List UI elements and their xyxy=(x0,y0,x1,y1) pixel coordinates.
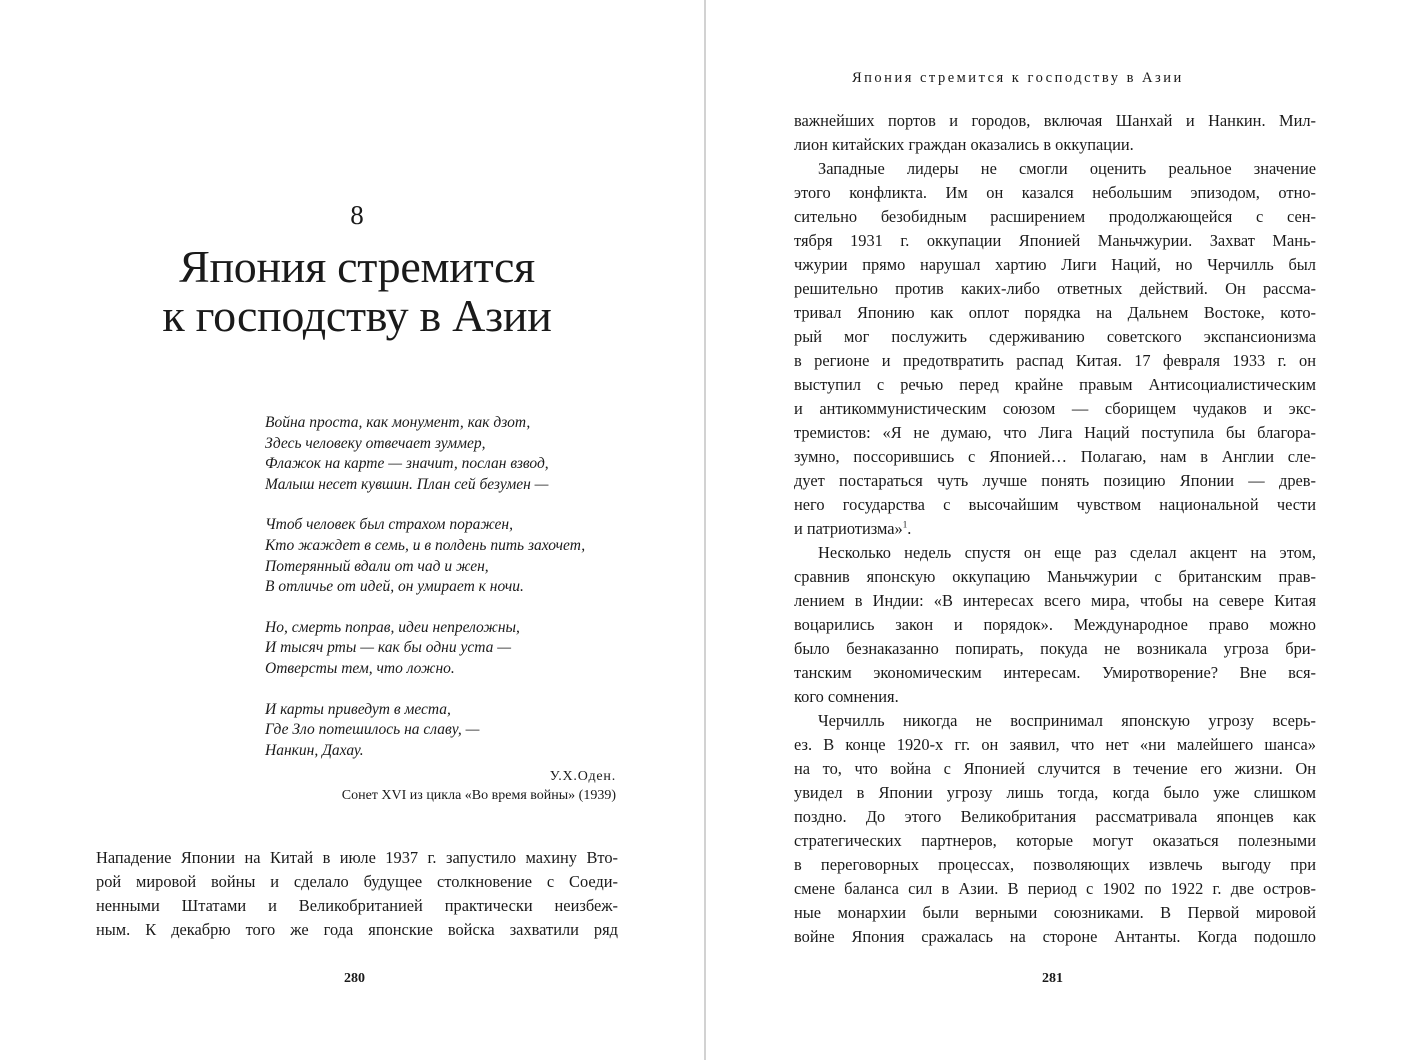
poem-line: Здесь человеку отвечает зуммер, xyxy=(265,434,486,452)
text-line: кого сомнения. xyxy=(794,687,899,706)
epigraph-author: У.Х.Оден. xyxy=(549,769,616,784)
chapter-title xyxy=(0,242,714,340)
epigraph-source: Сонет XVI из цикла «Во время войны» (1939) xyxy=(341,788,616,803)
poem-line: И карты приведут в места, xyxy=(265,700,451,718)
poem-line: Но, смерть поправ, идеи непреложны, xyxy=(265,618,520,636)
poem-stanza xyxy=(265,515,625,597)
text-line: Несколько недель спустя он еще раз сделал акцент на этом, xyxy=(818,543,1316,562)
poem-stanza xyxy=(265,700,625,762)
footnote-suffix: . xyxy=(907,519,912,538)
poem-line: Отверсты тем, что ложно. xyxy=(265,659,455,677)
text-line: рый мог послужить сдерживанию советского экспансионизма xyxy=(794,327,1316,346)
right-body-text xyxy=(794,109,1316,949)
text-line: увидел в Японии угрозу лишь тогда, когда было уже слишком xyxy=(794,783,1316,802)
text-line: сительно безобидным расширением продолжающейся с сен- xyxy=(794,207,1316,226)
poem-line: В отличье от идей, он умирает к ночи. xyxy=(265,578,524,596)
poem-line: Потерянный вдали от чад и жен, xyxy=(265,557,489,575)
text-line: дует постараться чуть лучше понять позицию Японии — древ- xyxy=(794,471,1316,490)
poem-line: Кто жаждет в семь, и в полдень пить захочет, xyxy=(265,536,586,554)
epigraph-poem xyxy=(265,413,625,761)
text-line: войне Япония сражалась на стороне Антанты. Когда подошло xyxy=(794,927,1316,946)
poem-line: Война проста, как монумент, как дзот, xyxy=(265,414,531,431)
chapter-title-line: к господству в Азии xyxy=(162,290,552,341)
text-line: танским экономическим интересам. Умиротворение? Вне вся- xyxy=(794,663,1316,682)
text-line-content: и патриотизма» xyxy=(794,519,903,538)
chapter-title-line: Япония стремится xyxy=(179,241,535,292)
text-line: Западные лидеры не смогли оценить реальное значение xyxy=(818,159,1316,178)
text-line: важнейших портов и городов, включая Шанхай и Нанкин. Мил- xyxy=(794,111,1316,130)
text-line: ненными Штатами и Великобританией практически неизбеж- xyxy=(96,896,618,915)
text-line: лион китайских граждан оказались в оккупации. xyxy=(794,135,1134,154)
text-line: Нападение Японии на Китай в июле 1937 г. запустило махину Вто- xyxy=(96,848,618,867)
poem-line: И тысяч рты — как бы одни уста — xyxy=(265,639,512,657)
text-line: в регионе и предотвратить распад Китая. 17 февраля 1933 г. он xyxy=(794,351,1316,370)
text-line: выступил с речью перед крайне правым Антисоциалистическим xyxy=(794,375,1316,394)
poem-stanza xyxy=(265,413,625,495)
text-line: сравнив японскую оккупацию Маньчжурии с британским прав- xyxy=(794,567,1316,586)
text-line: в переговорных процессах, позволяющих извлечь выгоду при xyxy=(794,855,1316,874)
text-line: него государства с высочайшим чувством национальной чести xyxy=(794,495,1316,514)
text-line: лением в Индии: «В интересах всего мира, чтобы на севере Китая xyxy=(794,591,1316,610)
poem-line: Флажок на карте — значит, послан взвод, xyxy=(265,455,549,473)
text-line: тремистов: «Я не думаю, что Лига Наций поступила бы благора- xyxy=(794,423,1316,442)
text-line: на то, что война с Японией случится в течение его жизни. Он xyxy=(794,759,1316,778)
text-line: ные монархии были верными союзниками. В Первой мировой xyxy=(794,903,1316,922)
epigraph-attribution xyxy=(342,767,616,805)
text-line: рой мировой войны и сделало будущее столкновение с Соеди- xyxy=(96,872,618,891)
poem-line: Малыш несет кувшин. План сей безумен — xyxy=(265,475,549,493)
text-line: решительно против каких-либо ответных действий. Он рассма- xyxy=(794,279,1316,298)
poem-line: Где Зло потешилось на славу, — xyxy=(265,721,480,739)
text-line: чжурии прямо нарушал хартию Лиги Наций, но Черчилль был xyxy=(794,255,1316,274)
text-line: и антикоммунистическим союзом — сборищем чудаков и экс- xyxy=(794,399,1316,418)
right-page xyxy=(706,0,1410,1060)
left-page xyxy=(0,0,704,1060)
text-line: Черчилль никогда не воспринимал японскую угрозу всерь- xyxy=(818,711,1316,730)
text-line: смене баланса сил в Азии. В период с 1902 по 1922 г. две остров- xyxy=(794,879,1316,898)
text-line: ным. К декабрю того же года японские войска захватили ряд xyxy=(96,920,618,939)
text-line: зумно, поссорившись с Японией… Полагаю, нам в Англии сле- xyxy=(794,447,1316,466)
chapter-number: 8 xyxy=(350,200,364,230)
text-line: было безнаказанно попирать, покуда не возникала угроза бри- xyxy=(794,639,1316,658)
poem-line: Чтоб человек был страхом поражен, xyxy=(265,516,513,534)
text-line: ез. В конце 1920-х гг. он заявил, что нет «ни малейшего шанса» xyxy=(794,735,1316,754)
text-line: тривал Японию как оплот порядка на Дальнем Востоке, кото- xyxy=(794,303,1316,322)
text-line: воцарились закон и порядок». Международное право можно xyxy=(794,615,1316,634)
text-line: тября 1931 г. оккупации Японией Маньчжурии. Захват Мань- xyxy=(794,231,1316,250)
text-line xyxy=(794,517,1316,541)
text-line: поздно. До этого Великобритания рассматривала японцев как xyxy=(794,807,1316,826)
left-body-text xyxy=(96,846,618,942)
text-line: этого конфликта. Им он казался небольшим эпизодом, отно- xyxy=(794,183,1316,202)
page-number: 280 xyxy=(344,971,365,986)
running-head: Япония стремится к господству в Азии xyxy=(852,70,1184,86)
footnote-marker[interactable]: 1 xyxy=(902,519,908,530)
poem-line: Нанкин, Дахау. xyxy=(265,741,364,759)
text-line: стратегических партнеров, которые могут оказаться полезными xyxy=(794,831,1316,850)
page-number: 281 xyxy=(1042,971,1063,986)
poem-stanza xyxy=(265,618,625,680)
